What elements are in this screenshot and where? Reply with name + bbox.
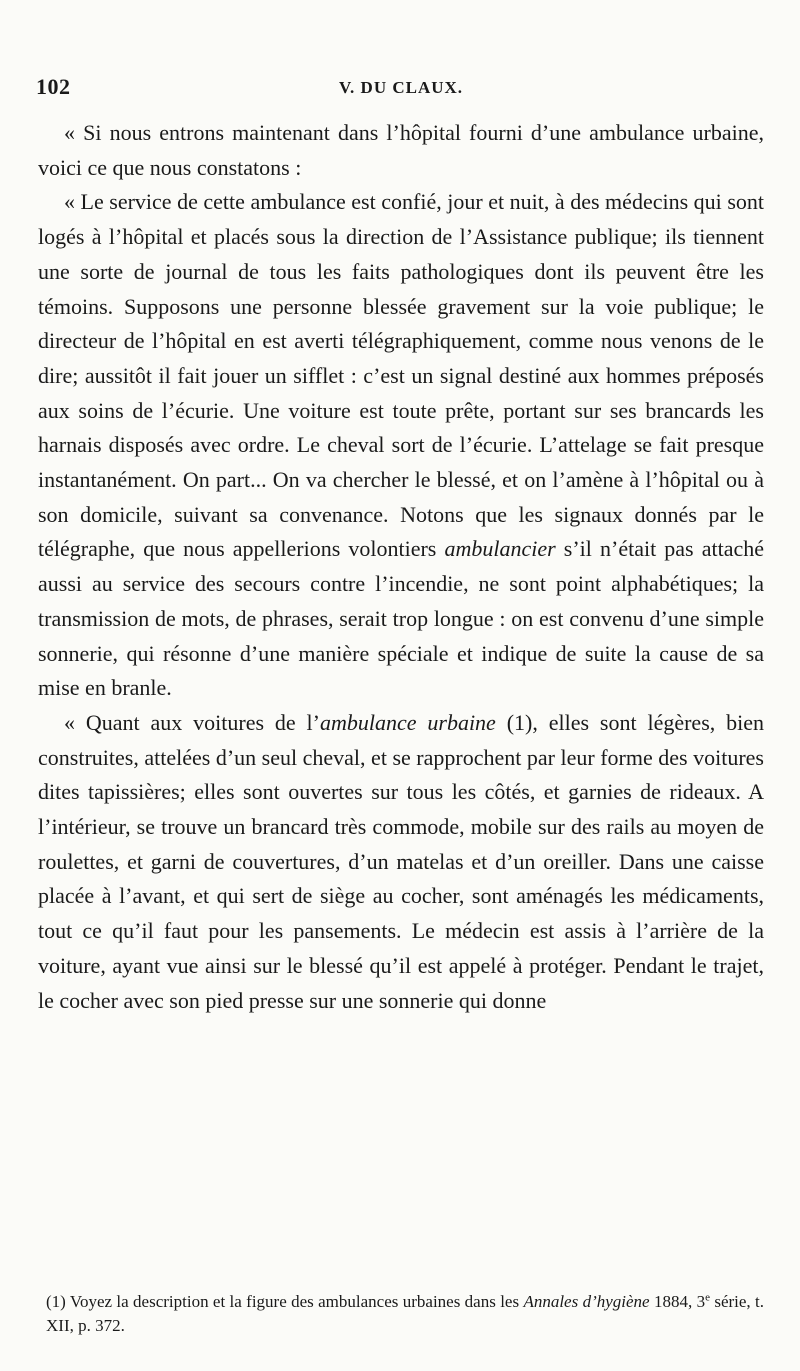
italic-term-ambulancier: ambulancier <box>444 536 556 562</box>
paragraph-3 <box>38 706 764 1018</box>
footnote <box>46 1290 764 1338</box>
footnote-superscript: e <box>705 1291 710 1304</box>
paragraph-2-end: s’il n’était pas attaché aussi au service des secours contre l’incendie, ne sont point alphabétiques; la transmission de mots, de phrases, serait trop longue : on est convenu d’une simple sonnerie, qui résonne d’une manière spéciale et indique de suite la cause de sa mise en branle. <box>38 536 765 701</box>
page-number: 102 <box>36 74 71 99</box>
paragraph-2-text: « Le service de cette ambulance est confié, jour et nuit, à des médecins qui sont logés à l’hôpital et placés sous la direction de l’Assistance publique; ils tiennent une sorte de journal de tous les faits pathologiques dont ils peuvent être les témoins. Supposons une personne blessée gravement sur la voie publique; le directeur de l’hôpital en est averti télégraphiquement, comme nous venons de le dire; aussitôt il fait jouer un sifflet : c’est un signal destiné aux hommes préposés aux soins de l’écurie. Une voiture est toute prête, portant sur ses brancards les harnais disposés avec ordre. Le cheval sort de l’écurie. L’attelage se fait presque instantanément. On part... On va chercher le blessé, et on l’amène à l’hôpital ou à son domicile, suivant sa convenance. Notons que les signaux donnés par le télégraphe, que nous appellerions volontiers <box>38 189 764 562</box>
page-header <box>36 74 766 104</box>
paragraph-1-text: « Si nous entrons maintenant dans l’hôpital fourni d’une ambulance urbaine, voici ce que nous constatons : <box>38 120 764 180</box>
body-text <box>38 116 764 1018</box>
paragraph-3-start: « Quant aux voitures de l’ <box>64 709 320 735</box>
italic-term-ambulance-urbaine: ambulance urbaine <box>319 709 496 735</box>
footnote-middle: 1884, 3 <box>653 1292 706 1311</box>
paragraph-3-end: (1), elles sont légères, bien construites, attelées d’un seul cheval, et se rapprochent par leur forme des voitures dites tapissières; elles sont ouvertes sur tous les côtés, et garnies de rideaux. A l’intérieur, se trouve un brancard très commode, mobile sur des rails au moyen de roulettes, et garni de couvertures, d’un matelas et d’un oreiller. Dans une caisse placée à l’avant, et qui sert de siège au cocher, sont aménagés les médicaments, tout ce qu’il faut pour les pansements. Le médecin est assis à l’arrière de la voiture, ayant vue ainsi sur le blessé qu’il est appelé à protéger. Pendant le trajet, le cocher avec son pied presse sur une sonnerie qui donne <box>38 709 765 1013</box>
footnote-journal-title: Annales d’hygiène <box>523 1292 650 1311</box>
paragraph-1 <box>38 116 764 185</box>
paragraph-2 <box>38 185 764 706</box>
running-head: V. DU CLAUX. <box>338 78 464 97</box>
footnote-end: série, t. XII, p. 372. <box>46 1292 764 1335</box>
footnote-text <box>46 1290 764 1338</box>
footnote-start: (1) Voyez la description et la figure des ambulances urbaines dans les <box>46 1292 520 1311</box>
